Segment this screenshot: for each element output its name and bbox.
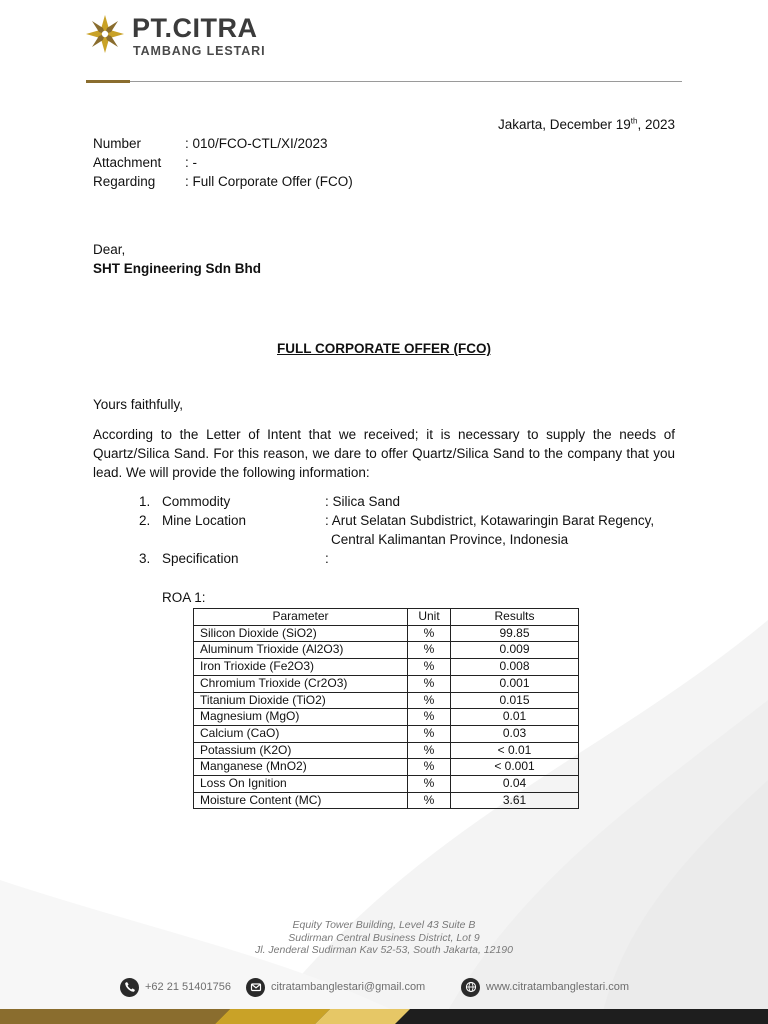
- company-logo: [84, 13, 284, 58]
- cell-parameter: Potassium (K2O): [194, 742, 408, 759]
- cell-parameter: Moisture Content (MC): [194, 792, 408, 809]
- cell-result: 3.61: [451, 792, 579, 809]
- meta-regarding-value: : Full Corporate Offer (FCO): [185, 174, 353, 189]
- company-subtitle: TAMBANG LESTARI: [133, 44, 266, 58]
- cell-result: 0.008: [451, 659, 579, 676]
- column-header-parameter: Parameter: [194, 609, 408, 626]
- roa-label: ROA 1:: [162, 590, 206, 605]
- cell-parameter: Magnesium (MgO): [194, 709, 408, 726]
- table-row: [194, 675, 579, 692]
- contact-website[interactable]: [461, 977, 629, 997]
- cell-parameter: Iron Trioxide (Fe2O3): [194, 659, 408, 676]
- cell-result: < 0.001: [451, 759, 579, 776]
- column-header-unit: Unit: [408, 609, 451, 626]
- meta-number-value: : 010/FCO-CTL/XI/2023: [185, 136, 328, 151]
- cell-result: 0.001: [451, 675, 579, 692]
- table-row: [194, 776, 579, 793]
- meta-number-label: Number: [93, 136, 142, 151]
- list-item-label: Commodity: [162, 494, 231, 509]
- table-row: [194, 742, 579, 759]
- email-address: citratambanglestari@gmail.com: [271, 981, 426, 993]
- closing-greeting: Yours faithfully,: [93, 397, 184, 412]
- cell-unit: %: [408, 659, 451, 676]
- contact-email[interactable]: [246, 977, 425, 997]
- cell-unit: %: [408, 709, 451, 726]
- letter-date: Jakarta, December 19th, 2023: [497, 116, 675, 132]
- cell-parameter: Calcium (CaO): [194, 725, 408, 742]
- list-item-number: 1.: [139, 494, 151, 509]
- table-header-row: [194, 609, 579, 626]
- star-logo-icon: [84, 13, 126, 55]
- footer-address: [0, 919, 768, 957]
- body-paragraph: According to the Letter of Intent that we received; it is necessary to supply the needs of Quartz/Silica Sand. For this reason, we dare to offer Quartz/Silica Sand to the company that you lead. We will provide the following information:: [93, 427, 675, 480]
- phone-number: +62 21 51401756: [145, 981, 231, 993]
- table-row: [194, 642, 579, 659]
- cell-parameter: Chromium Trioxide (Cr2O3): [194, 675, 408, 692]
- address-line: Jl. Jenderal Sudirman Kav 52-53, South Jakarta, 12190: [255, 944, 513, 956]
- table-row: [194, 625, 579, 642]
- specification-table: [193, 608, 579, 809]
- cell-unit: %: [408, 792, 451, 809]
- cell-unit: %: [408, 675, 451, 692]
- cell-parameter: Aluminum Trioxide (Al2O3): [194, 642, 408, 659]
- table-row: [194, 792, 579, 809]
- cell-unit: %: [408, 776, 451, 793]
- globe-icon: [461, 978, 480, 997]
- header-divider: [86, 81, 682, 82]
- phone-icon: [120, 978, 139, 997]
- cell-result: 0.015: [451, 692, 579, 709]
- meta-regarding-label: Regarding: [93, 174, 156, 189]
- meta-attachment-label: Attachment: [93, 155, 162, 170]
- website-url: www.citratambanglestari.com: [486, 981, 630, 993]
- list-item-label: Mine Location: [162, 513, 247, 528]
- list-item-number: 2.: [139, 513, 151, 528]
- list-item-number: 3.: [139, 551, 151, 566]
- list-item-label: Specification: [162, 551, 239, 566]
- cell-unit: %: [408, 759, 451, 776]
- cell-parameter: Titanium Dioxide (TiO2): [194, 692, 408, 709]
- offer-heading: FULL CORPORATE OFFER (FCO): [277, 341, 491, 356]
- cell-unit: %: [408, 725, 451, 742]
- company-name: PT.CITRA: [132, 13, 258, 43]
- cell-parameter: Loss On Ignition: [194, 776, 408, 793]
- address-line: Sudirman Central Business District, Lot 9: [288, 931, 480, 944]
- cell-result: 0.009: [451, 642, 579, 659]
- cell-unit: %: [408, 692, 451, 709]
- recipient-name: SHT Engineering Sdn Bhd: [93, 261, 261, 276]
- cell-result: 0.03: [451, 725, 579, 742]
- cell-parameter: Silicon Dioxide (SiO2): [194, 625, 408, 642]
- list-item-value: :: [325, 551, 329, 566]
- cell-parameter: Manganese (MnO2): [194, 759, 408, 776]
- cell-unit: %: [408, 742, 451, 759]
- email-icon: [246, 978, 265, 997]
- footer-color-bar: [0, 1009, 768, 1024]
- table-row: [194, 659, 579, 676]
- column-header-results: Results: [451, 609, 579, 626]
- table-row: [194, 692, 579, 709]
- list-item-value-continued: Central Kalimantan Province, Indonesia: [331, 532, 569, 547]
- list-item-value: : Silica Sand: [325, 494, 401, 509]
- table-row: [194, 759, 579, 776]
- cell-result: 0.04: [451, 776, 579, 793]
- cell-result: 0.01: [451, 709, 579, 726]
- contact-phone[interactable]: [120, 977, 231, 997]
- table-row: [194, 709, 579, 726]
- cell-unit: %: [408, 642, 451, 659]
- list-item-value: : Arut Selatan Subdistrict, Kotawaringin Barat Regency,: [325, 513, 655, 528]
- header-divider-accent: [86, 80, 130, 83]
- meta-attachment-value: : -: [185, 155, 197, 170]
- salutation: Dear,: [93, 242, 126, 257]
- cell-unit: %: [408, 625, 451, 642]
- address-line: Equity Tower Building, Level 43 Suite B: [292, 919, 476, 931]
- cell-result: 99.85: [451, 625, 579, 642]
- table-row: [194, 725, 579, 742]
- cell-result: < 0.01: [451, 742, 579, 759]
